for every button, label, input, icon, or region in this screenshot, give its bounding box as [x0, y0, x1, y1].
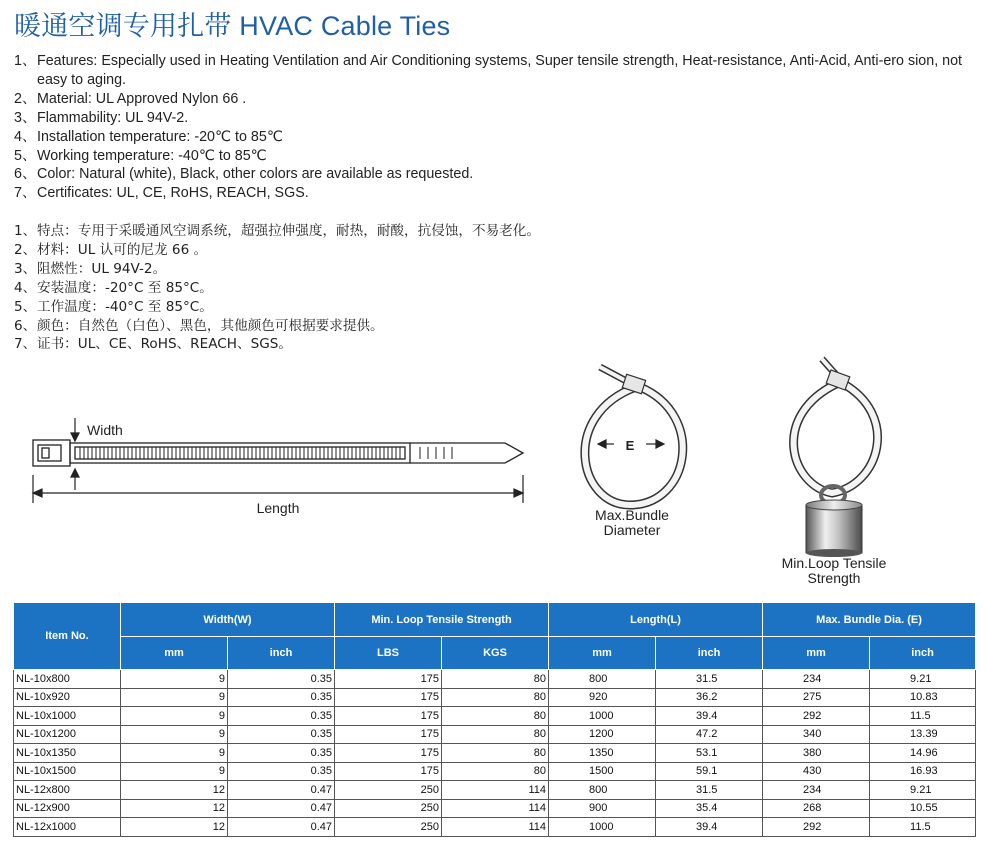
- cell-value: 39.4: [656, 707, 763, 726]
- header-unit: mm: [121, 637, 228, 670]
- cell-value: 175: [335, 707, 442, 726]
- cell-value: 0.35: [228, 707, 335, 726]
- spec-text: 工作温度：-40°C 至 85°C。: [37, 298, 213, 315]
- header-unit: LBS: [335, 637, 442, 670]
- cell-value: 114: [442, 818, 549, 837]
- spec-item: [14, 317, 974, 336]
- cell-value: 430: [763, 762, 870, 781]
- cell-value: 9: [121, 707, 228, 726]
- cell-value: 250: [335, 781, 442, 800]
- cell-value: 53.1: [656, 744, 763, 763]
- spec-item: [14, 165, 974, 184]
- header-unit: inch: [228, 637, 335, 670]
- specs-chinese: [14, 222, 974, 354]
- cell-value: 80: [442, 744, 549, 763]
- cell-item: NL-10x1200: [14, 725, 121, 744]
- cell-value: 175: [335, 688, 442, 707]
- spec-item: [14, 184, 974, 203]
- table-row: [14, 762, 976, 781]
- cell-item: NL-10x1350: [14, 744, 121, 763]
- spec-text: 特点：专用于采暖通风空调系统，超强拉伸强度，耐热，耐酸，抗侵蚀，不易老化。: [37, 223, 540, 239]
- cell-value: 1350: [549, 744, 656, 763]
- cell-value: 9: [121, 762, 228, 781]
- cell-value: 268: [763, 799, 870, 818]
- spec-text: 证书：UL、CE、RoHS、REACH、SGS。: [37, 336, 292, 353]
- table-row: [14, 799, 976, 818]
- spec-text: Material: UL Approved Nylon 66 .: [37, 90, 247, 107]
- cell-value: 10.55: [870, 799, 976, 818]
- spec-text: 阻燃性：UL 94V-2。: [37, 260, 167, 277]
- spec-table: [13, 602, 976, 837]
- e-label: E: [625, 438, 635, 453]
- cell-item: NL-12x900: [14, 799, 121, 818]
- cell-value: 292: [763, 818, 870, 837]
- spec-text: 材料：UL 认可的尼龙 66 。: [37, 241, 208, 258]
- header-item-no: Item No.: [14, 603, 121, 670]
- table-row: [14, 725, 976, 744]
- header-unit: mm: [763, 637, 870, 670]
- spec-text: Color: Natural (white), Black, other colors are available as requested.: [37, 166, 474, 183]
- spec-text: 颜色：自然色（白色）、黑色，其他颜色可根据要求提供。: [37, 317, 384, 334]
- cell-value: 80: [442, 725, 549, 744]
- cell-value: 9.21: [870, 781, 976, 800]
- cell-value: 250: [335, 818, 442, 837]
- table-row: [14, 688, 976, 707]
- cell-value: 0.35: [228, 688, 335, 707]
- spec-item: [14, 279, 974, 298]
- cell-item: NL-10x800: [14, 670, 121, 689]
- page-title: 暖通空调专用扎带 HVAC Cable Ties: [14, 11, 451, 41]
- length-label: Length: [256, 500, 300, 516]
- cell-value: 175: [335, 744, 442, 763]
- cell-value: 234: [763, 670, 870, 689]
- cell-value: 800: [549, 781, 656, 800]
- spec-number: 5、: [14, 298, 37, 315]
- cell-item: NL-10x920: [14, 688, 121, 707]
- min-loop-caption: [766, 556, 902, 586]
- cell-value: 1200: [549, 725, 656, 744]
- cell-value: 80: [442, 707, 549, 726]
- cell-value: 39.4: [656, 818, 763, 837]
- cell-value: 1000: [549, 707, 656, 726]
- cell-value: 36.2: [656, 688, 763, 707]
- cell-value: 0.47: [228, 781, 335, 800]
- cell-item: NL-10x1000: [14, 707, 121, 726]
- spec-number: 2、: [14, 90, 37, 107]
- header-group-length: Length(L): [549, 603, 763, 637]
- spec-item: [14, 335, 974, 354]
- cell-value: 16.93: [870, 762, 976, 781]
- cell-value: 9.21: [870, 670, 976, 689]
- cell-value: 12: [121, 818, 228, 837]
- table-row: [14, 781, 976, 800]
- cell-value: 31.5: [656, 670, 763, 689]
- caption-line: Diameter: [603, 522, 661, 538]
- spec-item: [14, 147, 974, 166]
- spec-number: 7、: [14, 185, 37, 202]
- spec-text: Working temperature: -40℃ to 85℃: [37, 147, 267, 164]
- cell-value: 900: [549, 799, 656, 818]
- cell-value: 14.96: [870, 744, 976, 763]
- spec-number: 4、: [14, 279, 37, 296]
- spec-number: 2、: [14, 241, 37, 258]
- cell-value: 292: [763, 707, 870, 726]
- spec-number: 4、: [14, 128, 37, 145]
- spec-text: Features: Especially used in Heating Ventilation and Air Conditioning systems, Super tensile strength, Heat-resistance, Anti-Acid, Anti-ero sion, not easy to aging.: [37, 53, 963, 88]
- caption-line: Max.Bundle: [595, 507, 669, 523]
- spec-item: [14, 128, 974, 147]
- max-bundle-caption: [572, 508, 692, 538]
- spec-item: [14, 260, 974, 279]
- spec-text: 安装温度：-20°C 至 85°C。: [37, 279, 213, 296]
- cell-value: 114: [442, 799, 549, 818]
- cell-value: 920: [549, 688, 656, 707]
- spec-number: 6、: [14, 317, 37, 334]
- table-row: [14, 818, 976, 837]
- header-group-tensile: Min. Loop Tensile Strength: [335, 603, 549, 637]
- cell-value: 12: [121, 781, 228, 800]
- table-row: [14, 707, 976, 726]
- cell-value: 175: [335, 762, 442, 781]
- spec-number: 1、: [14, 223, 37, 239]
- cable-tie-straight-icon: [33, 440, 523, 466]
- cell-value: 175: [335, 725, 442, 744]
- cell-value: 10.83: [870, 688, 976, 707]
- cell-value: 800: [549, 670, 656, 689]
- cell-value: 234: [763, 781, 870, 800]
- spec-number: 3、: [14, 109, 37, 126]
- header-unit: mm: [549, 637, 656, 670]
- header-group-bundle: Max. Bundle Dia. (E): [763, 603, 976, 637]
- header-unit: inch: [870, 637, 976, 670]
- cell-value: 114: [442, 781, 549, 800]
- cell-value: 59.1: [656, 762, 763, 781]
- looped-tie-weight-icon: [794, 359, 878, 557]
- caption-line: Min.Loop Tensile: [781, 555, 887, 571]
- spec-number: 5、: [14, 147, 37, 164]
- spec-number: 7、: [14, 336, 37, 353]
- cell-value: 35.4: [656, 799, 763, 818]
- cell-value: 275: [763, 688, 870, 707]
- cell-value: 380: [763, 744, 870, 763]
- cell-value: 9: [121, 670, 228, 689]
- spec-item: [14, 109, 974, 128]
- cell-value: 1500: [549, 762, 656, 781]
- cell-value: 11.5: [870, 818, 976, 837]
- cell-item: NL-12x800: [14, 781, 121, 800]
- cell-value: 340: [763, 725, 870, 744]
- spec-text: Installation temperature: -20℃ to 85℃: [37, 128, 283, 145]
- width-label: Width: [87, 422, 123, 438]
- table-row: [14, 670, 976, 689]
- spec-number: 1、: [14, 53, 37, 69]
- cell-value: 80: [442, 670, 549, 689]
- cell-value: 1000: [549, 818, 656, 837]
- cell-value: 0.35: [228, 762, 335, 781]
- cell-item: NL-10x1500: [14, 762, 121, 781]
- cell-value: 250: [335, 799, 442, 818]
- diagram-area: [0, 355, 987, 595]
- spec-number: 3、: [14, 260, 37, 277]
- cell-value: 175: [335, 670, 442, 689]
- cell-value: 11.5: [870, 707, 976, 726]
- header-group-width: Width(W): [121, 603, 335, 637]
- header-unit: inch: [656, 637, 763, 670]
- cell-value: 9: [121, 688, 228, 707]
- spec-number: 6、: [14, 166, 37, 183]
- specs-english: [14, 52, 974, 203]
- cell-value: 0.35: [228, 670, 335, 689]
- spec-item: [14, 90, 974, 109]
- cell-value: 12: [121, 799, 228, 818]
- cell-value: 0.35: [228, 725, 335, 744]
- looped-tie-bundle-icon: [585, 367, 683, 505]
- spec-text: Certificates: UL, CE, RoHS, REACH, SGS.: [37, 185, 309, 202]
- cell-value: 47.2: [656, 725, 763, 744]
- header-unit: KGS: [442, 637, 549, 670]
- cell-value: 0.47: [228, 818, 335, 837]
- cell-value: 31.5: [656, 781, 763, 800]
- cell-value: 9: [121, 744, 228, 763]
- spec-item: [14, 52, 974, 90]
- cell-item: NL-12x1000: [14, 818, 121, 837]
- length-dimension-icon: [33, 475, 523, 503]
- spec-item: [14, 241, 974, 260]
- cell-value: 13.39: [870, 725, 976, 744]
- spec-item: [14, 222, 974, 241]
- table-row: [14, 744, 976, 763]
- spec-text: Flammability: UL 94V-2.: [37, 109, 189, 126]
- cell-value: 0.35: [228, 744, 335, 763]
- caption-line: Strength: [807, 570, 861, 586]
- spec-item: [14, 298, 974, 317]
- cell-value: 0.47: [228, 799, 335, 818]
- cell-value: 9: [121, 725, 228, 744]
- cell-value: 80: [442, 688, 549, 707]
- cell-value: 80: [442, 762, 549, 781]
